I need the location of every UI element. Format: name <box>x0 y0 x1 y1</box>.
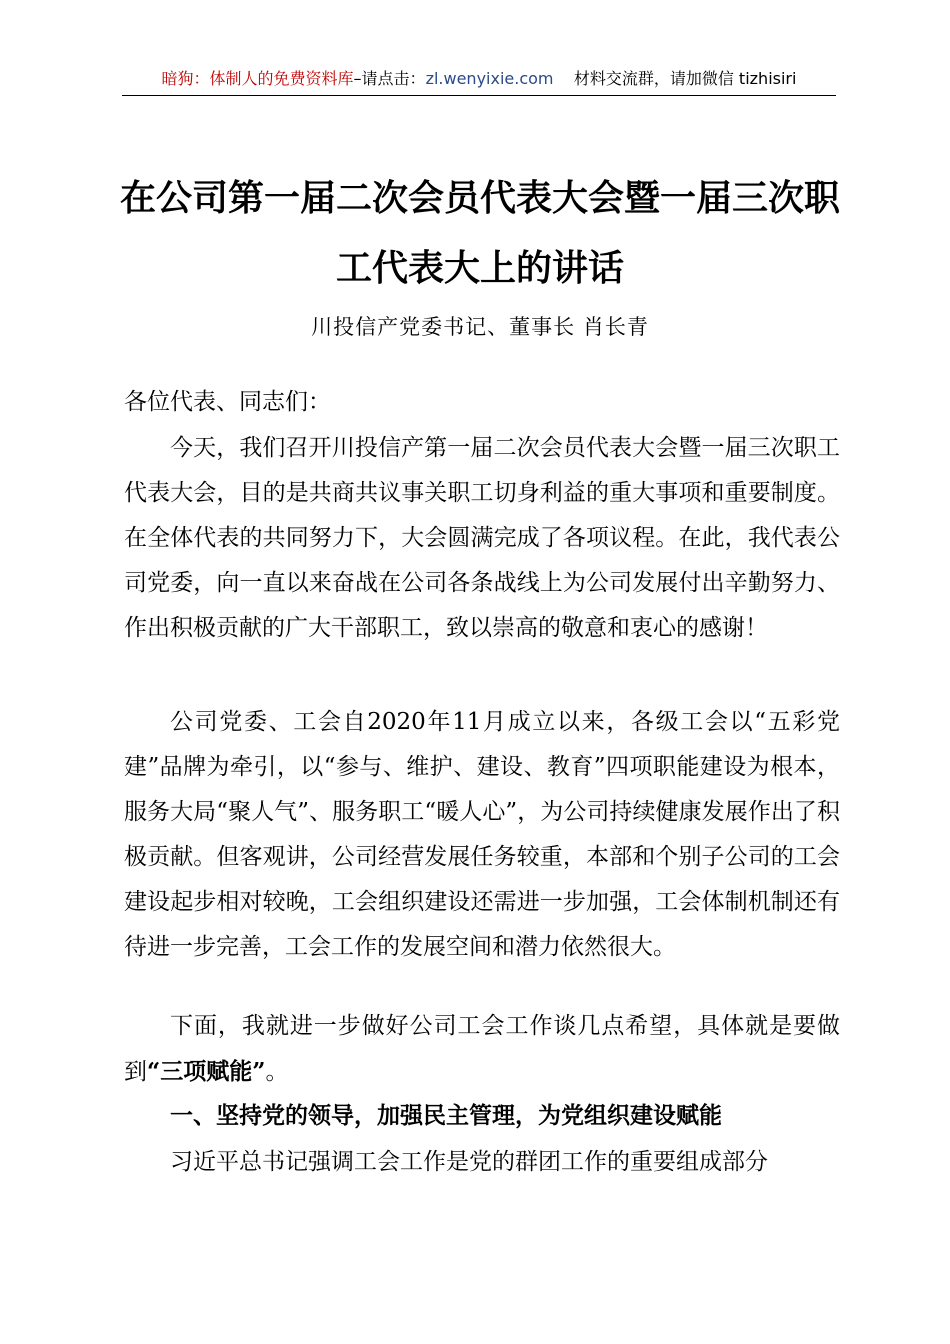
paragraph-1: 今天，我们召开川投信产第一届二次会员代表大会暨一届三次职工代表大会，目的是共商共议事关职工切身利益的重大事项和重要制度。在全体代表的共同努力下，大会圆满完成了各项议程。在此，我代表公司党委，向一直以来奋战在公司各条战线上为公司发展付出辛勤努力、作出积极贡献的广大干部职工，致以崇高的敬意和衷心的感谢！ <box>124 435 840 641</box>
header-link[interactable]: zl.wenyixie.com <box>425 69 554 88</box>
document-byline: 川投信产党委书记、董事长 肖长青 <box>311 315 649 339</box>
paragraph-3 <box>124 1004 840 1095</box>
header-click-prompt: –请点击： <box>353 69 426 88</box>
document-title-line-2: 工代表大上的讲话 <box>335 247 624 289</box>
paragraph-3-lead: 下面，我就进一步做好公司工会工作谈几点希望，具体就是要做到 <box>124 1013 840 1085</box>
paragraph-3-emphasis: “三项赋能” <box>147 1058 266 1085</box>
paragraph-4: 习近平总书记强调工会工作是党的群团工作的重要组成部分 <box>170 1149 768 1175</box>
paragraph-2: 公司党委、工会自2020年11月成立以来，各级工会以“五彩党建”品牌为牵引，以“参与、维护、建设、教育”四项职能建设为根本，服务大局“聚人气”、服务职工“暖人心”，为公司持续健康发展作出了积极贡献。但客观讲，公司经营发展任务较重，本部和个别子公司的工会建设起步相对较晚，工会组织建设还需进一步加强，工会体制机制还有待进一步完善，工会工作的发展空间和潜力依然很大。 <box>124 709 840 960</box>
salutation: 各位代表、同志们： <box>124 389 331 415</box>
header-wechat: 材料交流群，请加微信 tizhisiri <box>573 69 797 88</box>
paragraph-3-end: 。 <box>265 1059 289 1085</box>
page-header <box>122 64 836 94</box>
header-divider <box>122 95 836 96</box>
section-heading-1: 一、坚持党的领导，加强民主管理，为党组织建设赋能 <box>170 1103 722 1129</box>
header-brand: 暗狗：体制人的免费资料库 <box>161 69 354 88</box>
document-title-line-1: 在公司第一届二次会员代表大会暨一届三次职 <box>119 177 840 219</box>
